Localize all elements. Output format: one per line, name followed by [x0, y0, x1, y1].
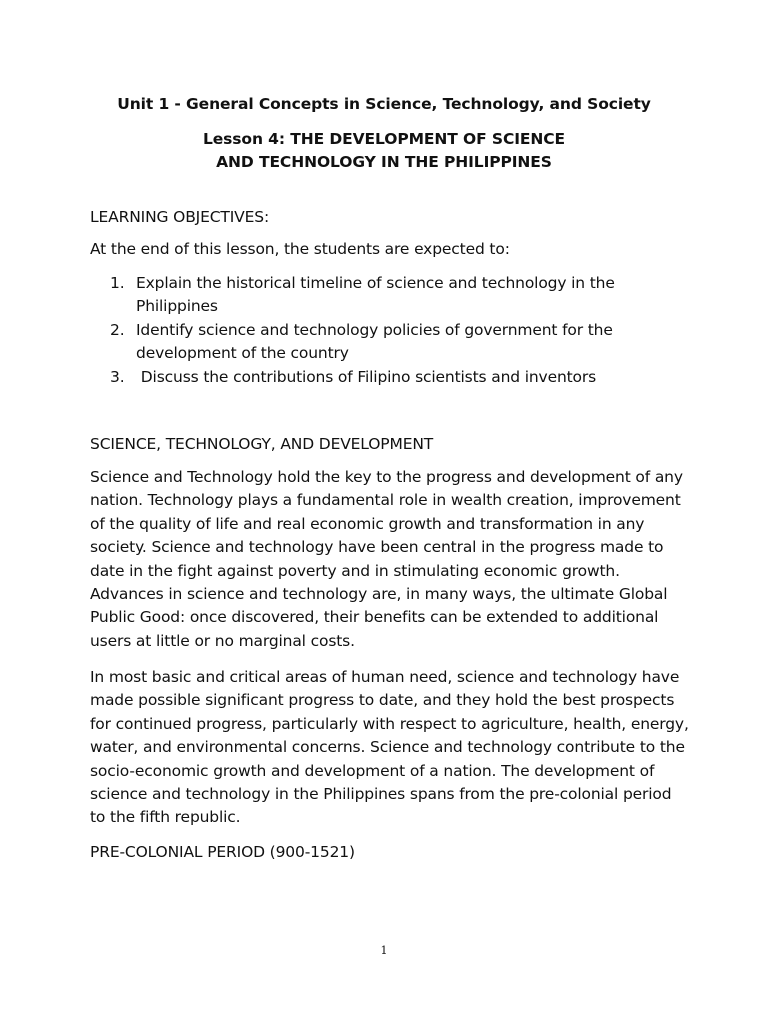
objectives-intro: At the end of this lesson, the students are expected to: — [90, 240, 510, 258]
objectives-list — [90, 272, 690, 389]
objective-text: Identify science and technology policies of government for the development of the country — [136, 320, 613, 363]
objective-number: 2. — [110, 320, 125, 339]
lesson-title — [0, 128, 768, 174]
objective-text: Explain the historical timeline of science and technology in the Philippines — [136, 274, 615, 316]
section-heading: SCIENCE, TECHNOLOGY, AND DEVELOPMENT — [90, 435, 434, 453]
lesson-title-line-1: Lesson 4: THE DEVELOPMENT OF SCIENCE — [202, 130, 566, 148]
unit-title: Unit 1 - General Concepts in Science, Technology, and Society — [117, 95, 651, 113]
learning-objectives-heading: LEARNING OBJECTIVES: — [90, 208, 270, 226]
objective-number: 1. — [110, 274, 125, 292]
page-number: 1 — [380, 944, 388, 957]
objective-text: Discuss the contributions of Filipino scientists and inventors — [136, 367, 597, 386]
objective-item — [90, 366, 690, 389]
objective-item — [90, 319, 690, 366]
lesson-title-line-2: AND TECHNOLOGY IN THE PHILIPPINES — [216, 153, 552, 171]
paragraph-1: Science and Technology hold the key to the progress and development of any nation. Technology plays a fundamental role in wealth creation, improvement of the quality of life and real economic growth and transformation in any society. Science and technology have been central in the progress made to date in the fight against poverty and in stimulating economic growth. Advances in science and technology are, in many ways, the ultimate Global Public Good: once discovered, their benefits can be extended to additional users at little or no marginal costs. — [90, 468, 683, 650]
paragraph-2: In most basic and critical areas of human need, science and technology have made possible significant progress to date, and they hold the best prospects for continued progress, particularly with respect to agriculture, health, energy, water, and environmental concerns. Science and technology contribute to the socio-economic growth and development of a nation. The development of science and technology in the Philippines spans from the pre-colonial period to the fifth republic. — [90, 668, 689, 827]
objective-number: 3. — [110, 367, 125, 386]
pre-colonial-heading: PRE-COLONIAL PERIOD (900-1521) — [90, 843, 355, 861]
objective-item — [90, 272, 690, 319]
